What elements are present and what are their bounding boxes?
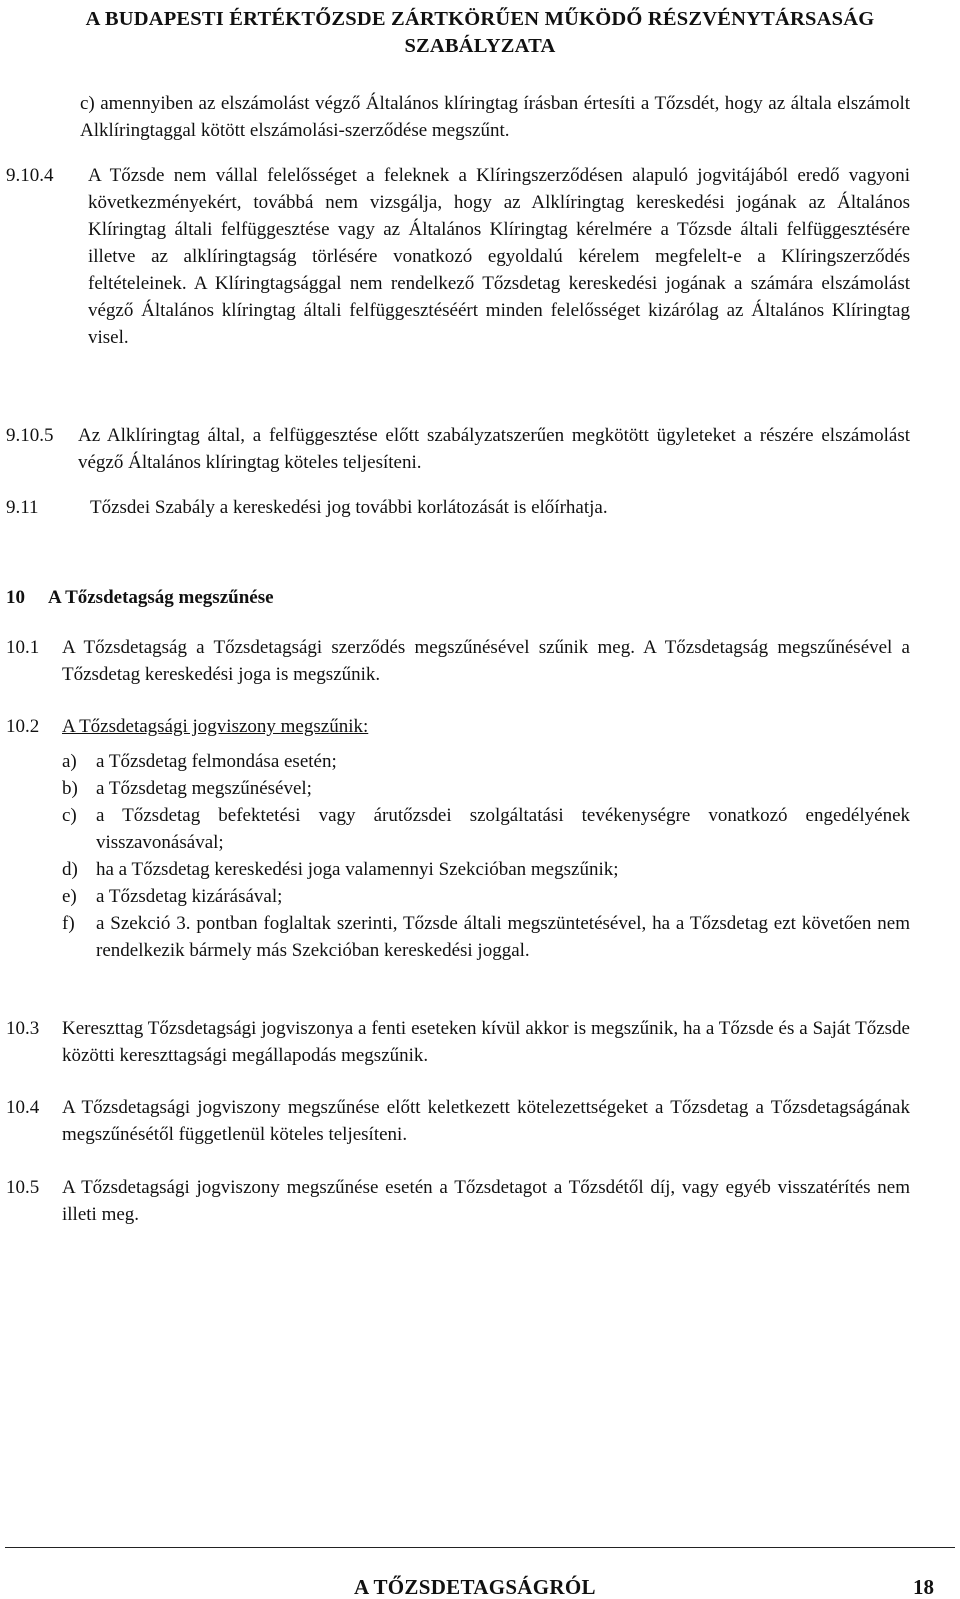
section-10-3-text: Kereszttag Tőzsdetagsági jogviszonya a fenti eseteken kívül akkor is megszűnik, ha a Tőzsde és a Saját Tőzsde közötti kereszttagsági megállapodás megszűnik. [62, 1018, 910, 1066]
page-number: 18 [913, 1575, 934, 1599]
section-9-11-number: 9.11 [6, 497, 39, 518]
section-9-10-4-number: 9.10.4 [6, 165, 54, 186]
list-item-b-text: a Tőzsdetag megszűnésével; [96, 778, 312, 799]
list-item-b-label: b) [62, 778, 78, 799]
list-item-e-text: a Tőzsdetag kizárásával; [96, 886, 283, 907]
list-item-c-label: c) [62, 805, 77, 826]
document-header [0, 6, 960, 60]
section-9-10-4-text: A Tőzsde nem vállal felelősséget a feleknek a Klíringszerződésen alapuló jogvitájából eredő vagyoni következményekért, továbbá nem vizsgálja, hogy az Alklíringtag kereskedési jogának az Általános Klíringtag általi felfüggesztése vagy az Általános Klíringtag kérelmére a Tőzsde általi felfüggesztésére illetve az alklíringtagság törlésére vonatkozó egyoldalú kérelem megfelelt-e a Klíringszerződés feltételeinek. A Klíringtagsággal nem rendelkező Tőzsdetag kereskedési jogának a számára elszámolást végző Általános klíringtag általi felfüggesztéséért minden felelősséget kizárólag az Általános Klíringtag visel. [88, 165, 910, 348]
list-item-f-label: f) [62, 913, 75, 934]
item-c-text: c) amennyiben az elszámolást végző Általános klíringtag írásban értesíti a Tőzsdét, hogy az általa elszámolt Alklíringtaggal kötött elszámolási-szerződése megszűnt. [80, 93, 910, 141]
list-item-a-text: a Tőzsdetag felmondása esetén; [96, 751, 337, 772]
list-item-f-text: a Szekció 3. pontban foglaltak szerinti, Tőzsde általi megszüntetésével, ha a Tőzsdetag ezt követően nem rendelkezik bármely más Szekcióban kereskedési joggal. [96, 913, 910, 961]
section-10-5-number: 10.5 [6, 1177, 40, 1198]
section-10-2-number: 10.2 [6, 716, 40, 737]
list-item-d-label: d) [62, 859, 78, 880]
header-line-2: SZABÁLYZATA [404, 35, 556, 57]
section-10-2-heading: A Tőzsdetagsági jogviszony megszűnik: [62, 716, 369, 737]
header-line-1: A BUDAPESTI ÉRTÉKTŐZSDE ZÁRTKÖRŰEN MŰKÖDŐ RÉSZVÉNYTÁRSASÁG [85, 8, 875, 30]
section-10-1-text: A Tőzsdetagság a Tőzsdetagsági szerződés megszűnésével szűnik meg. A Tőzsdetagság megszűnésével a Tőzsdetag kereskedési joga is megszűnik. [62, 637, 910, 685]
section-9-11-text: Tőzsdei Szabály a kereskedési jog további korlátozását is előírhatja. [90, 497, 608, 518]
section-10-3-number: 10.3 [6, 1018, 40, 1039]
section-9-10-5-text: Az Alklíringtag által, a felfüggesztése előtt szabályzatszerűen megkötött ügyleteket a részére elszámolást végző Általános klíringtag köteles teljesíteni. [78, 425, 910, 473]
section-10-1-number: 10.1 [6, 637, 40, 658]
list-item-a-label: a) [62, 751, 77, 772]
section-9-10-5-number: 9.10.5 [6, 425, 54, 446]
section-10-5-text: A Tőzsdetagsági jogviszony megszűnése esetén a Tőzsdetagot a Tőzsdétől díj, vagy egyéb visszatérítés nem illeti meg. [62, 1177, 910, 1225]
section-10-number: 10 [6, 587, 25, 608]
section-10-title: A Tőzsdetagság megszűnése [48, 587, 274, 608]
list-item-c-text: a Tőzsdetag befektetési vagy árutőzsdei szolgáltatási tevékenységre vonatkozó engedélyének visszavonásával; [96, 805, 910, 853]
list-item-d-text: ha a Tőzsdetag kereskedési joga valamennyi Szekcióban megszűnik; [96, 859, 619, 880]
list-item-e-label: e) [62, 886, 77, 907]
section-10-4-number: 10.4 [6, 1097, 40, 1118]
section-10-4-text: A Tőzsdetagsági jogviszony megszűnése előtt keletkezett kötelezettségeket a Tőzsdetag a Tőzsdetagságának megszűnésétől függetlenül köteles teljesíteni. [62, 1097, 910, 1145]
footer-divider [5, 1547, 955, 1548]
footer-title: A TŐZSDETAGSÁGRÓL [354, 1575, 596, 1599]
